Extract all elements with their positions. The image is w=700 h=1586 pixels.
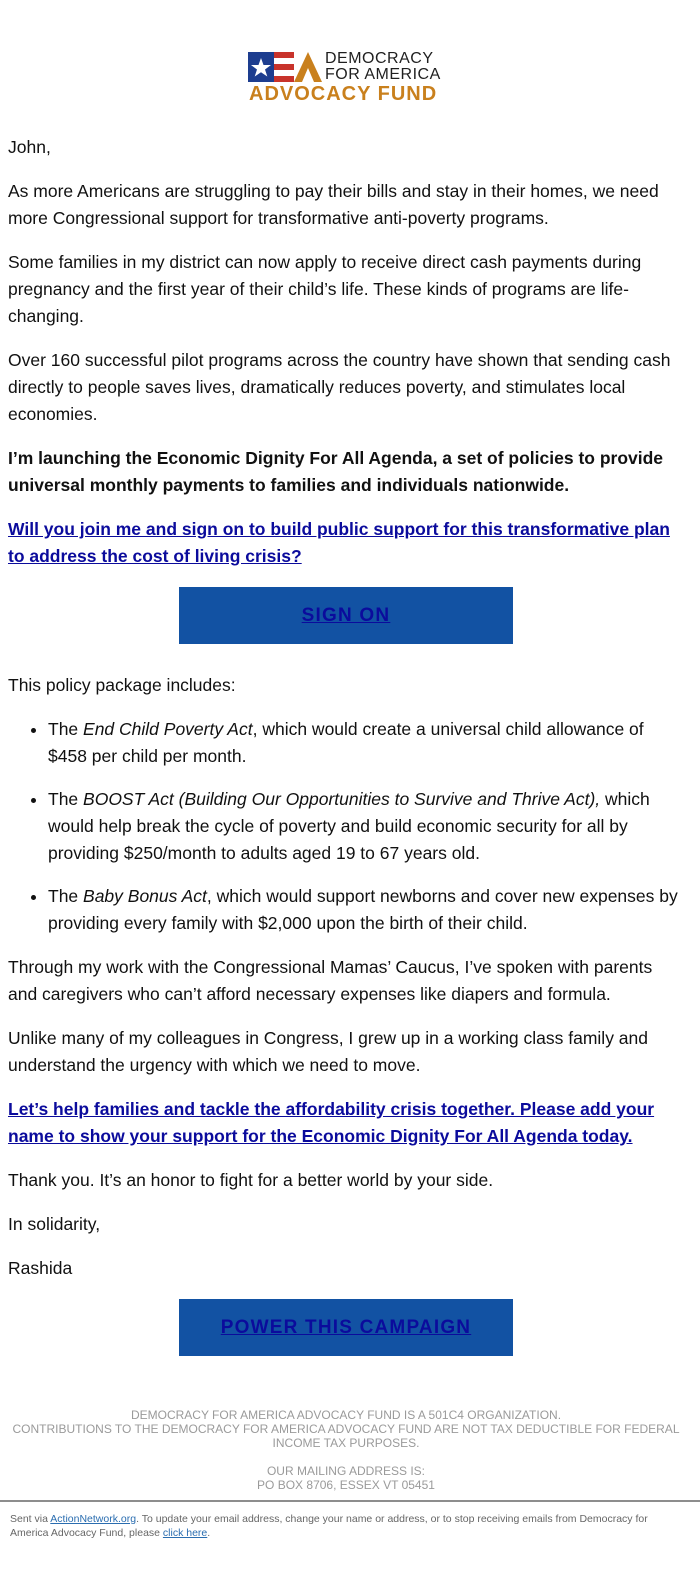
sent-via-middle: . To update your email address, change your name or address, or to stop receiving emails from Democracy for America Advocacy Fund, please xyxy=(10,1513,648,1539)
sign-on-button-wrap xyxy=(8,587,684,644)
body-paragraph: Over 160 successful pilot programs across the country have shown that sending cash directly to people saves lives, dramatically reduces poverty, and stimulates local economies. xyxy=(8,350,671,424)
footer-tax-line: CONTRIBUTIONS TO THE DEMOCRACY FOR AMERICA ADVOCACY FUND ARE NOT TAX DEDUCTIBLE FOR FEDERAL INCOME TAX PURPOSES. xyxy=(12,1422,680,1450)
policy-description: which would help break the cycle of poverty and build economic security for all by providing $250/month to adults aged 19 to 67 years old. xyxy=(48,789,650,863)
dfa-monogram-icon xyxy=(248,52,322,84)
body-paragraph: Unlike many of my colleagues in Congress, I grew up in a working class family and understand the urgency with which we need to move. xyxy=(8,1028,649,1075)
body-paragraph: Some families in my district can now apply to receive direct cash payments during pregnancy and the first year of their child’s life. These kinds of programs are life-changing. xyxy=(8,252,642,326)
sign-on-button[interactable]: SIGN ON xyxy=(179,587,513,644)
sent-via-prefix: Sent via xyxy=(10,1513,51,1525)
add-your-name-link[interactable]: Let’s help families and tackle the affordability crisis together. Please add your name to show your support for the Economic Dignity For All Agenda today. xyxy=(8,1099,655,1146)
power-campaign-button-wrap xyxy=(8,1299,684,1356)
policy-prefix: The xyxy=(48,789,84,809)
footer-divider xyxy=(0,1500,700,1502)
greeting: John, xyxy=(8,137,51,157)
logo-advocacy-fund-text: ADVOCACY FUND xyxy=(249,83,438,105)
logo-democracy-text: DEMOCRACY xyxy=(325,50,434,67)
click-here-link[interactable]: click here xyxy=(162,1527,208,1539)
policy-prefix: The xyxy=(48,719,84,739)
policy-item xyxy=(48,716,684,770)
actionnetwork-link[interactable]: ActionNetwork.org xyxy=(50,1513,137,1525)
policy-description: , which would support newborns and cover new expenses by providing every family with $2,000 upon the birth of their child. xyxy=(48,886,678,933)
policy-prefix: The xyxy=(48,886,84,906)
policy-item xyxy=(48,786,684,867)
thanks-text: Thank you. It’s an honor to fight for a better world by your side. xyxy=(8,1170,494,1190)
footer-mail-label: OUR MAILING ADDRESS IS: xyxy=(266,1464,426,1478)
signoff-text: In solidarity, xyxy=(8,1214,101,1234)
sent-via-notice xyxy=(10,1512,682,1540)
policy-list xyxy=(8,716,684,937)
policy-name: BOOST Act (Building Our Opportunities to Survive and Thrive Act), xyxy=(83,789,601,809)
sign-on-link[interactable]: Will you join me and sign on to build public support for this transformative plan to address the cost of living crisis? xyxy=(8,519,670,566)
policy-item xyxy=(48,883,684,937)
footer-org-line: DEMOCRACY FOR AMERICA ADVOCACY FUND IS A 501C4 ORGANIZATION. xyxy=(130,1408,562,1422)
email-body xyxy=(8,134,684,1384)
signature: Rashida xyxy=(8,1258,73,1278)
footer-mail-address: PO BOX 8706, ESSEX VT 05451 xyxy=(257,1478,435,1492)
policy-name: End Child Poverty Act xyxy=(83,719,253,739)
policy-name: Baby Bonus Act xyxy=(83,886,207,906)
body-paragraph: Through my work with the Congressional Mamas’ Caucus, I’ve spoken with parents and caregivers who can’t afford necessary expenses like diapers and formula. xyxy=(8,957,653,1004)
sent-via-suffix: . xyxy=(207,1527,211,1539)
policy-intro: This policy package includes: xyxy=(8,675,236,695)
power-campaign-button[interactable]: POWER THIS CAMPAIGN xyxy=(179,1299,513,1356)
agenda-announcement: I’m launching the Economic Dignity For All Agenda, a set of policies to provide universal monthly payments to families and individuals nationwide. xyxy=(8,448,664,495)
policy-description: , which would create a universal child allowance of $458 per child per month. xyxy=(48,719,644,766)
footer xyxy=(8,1408,684,1492)
logo-for-america-text: FOR AMERICA xyxy=(325,66,441,83)
dfa-logo xyxy=(248,50,448,106)
body-paragraph: As more Americans are struggling to pay their bills and stay in their homes, we need more Congressional support for transformative anti-poverty programs. xyxy=(8,181,659,228)
